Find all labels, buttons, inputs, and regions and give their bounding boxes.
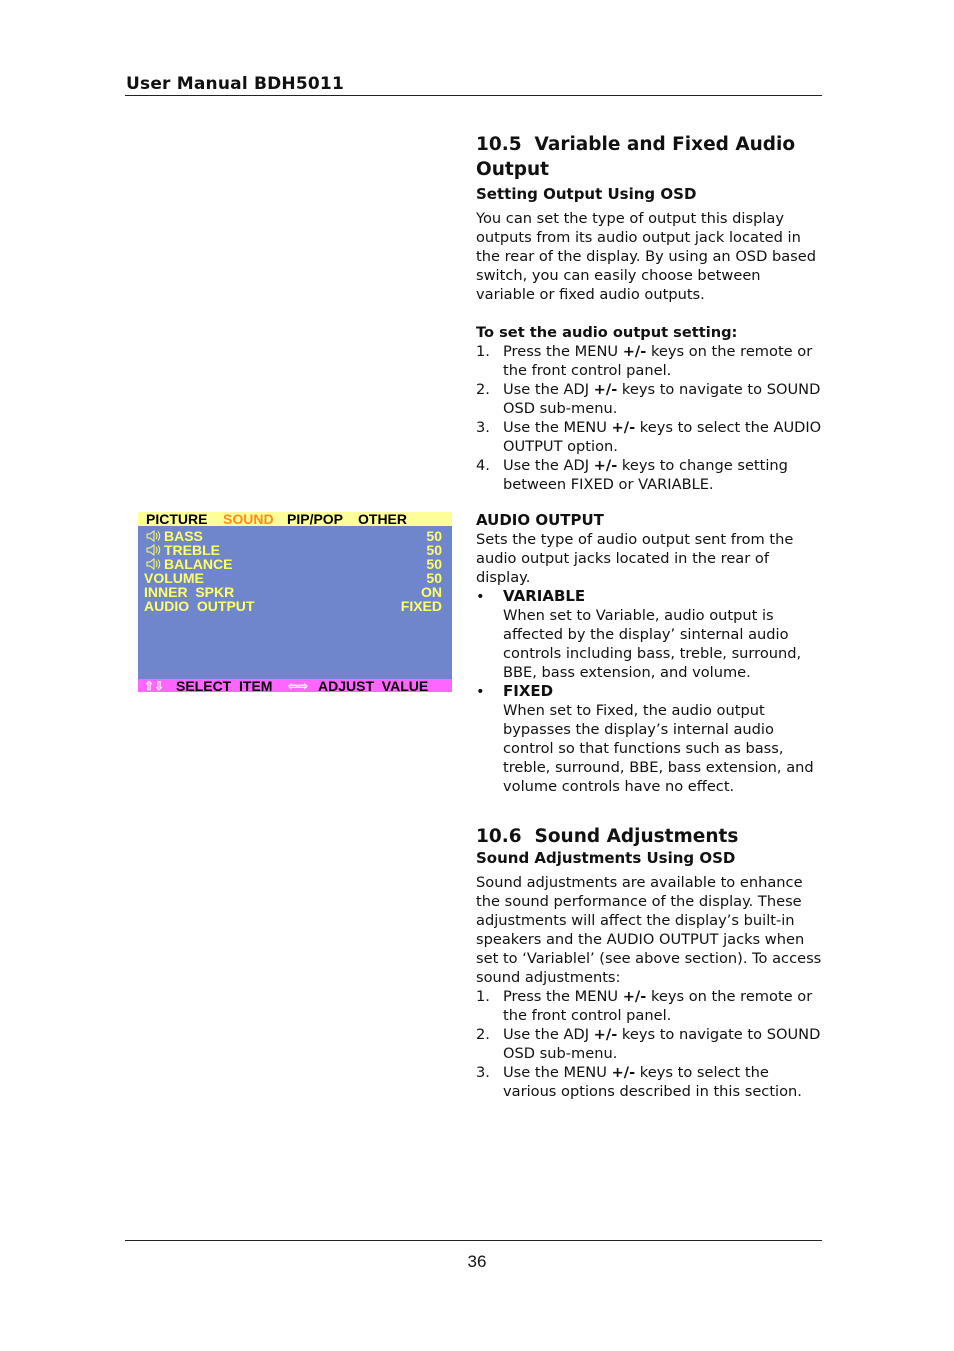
subheading: Setting Output Using OSD [476, 185, 697, 203]
osd-row-value: 50 [426, 556, 442, 572]
osd-tab-sound: SOUND [223, 511, 274, 527]
list-item [476, 682, 822, 796]
step-text: keys to change setting between FIXED or VARIABLE. [503, 457, 788, 493]
header-rule [125, 95, 822, 96]
osd-row-label: AUDIO OUTPUT [144, 598, 255, 614]
manual-title: User Manual BDH5011 [126, 74, 344, 94]
osd-sound-menu [138, 512, 452, 692]
list-item [476, 342, 822, 380]
step-number: 1. [476, 343, 490, 360]
step-text: Use the MENU [503, 419, 612, 436]
osd-row-value: FIXED [400, 598, 442, 614]
osd-row-value: 50 [426, 528, 442, 544]
section-10-6 [476, 824, 822, 1101]
footer-rule [125, 1240, 822, 1241]
option-title: VARIABLE [503, 587, 586, 605]
step-text: keys on the remote or the front control panel. [503, 988, 813, 1024]
page-number: 36 [467, 1252, 487, 1271]
osd-tab-other: OTHER [358, 511, 407, 527]
osd-row-label: INNER SPKR [144, 584, 235, 600]
osd-row-inner-spkr [144, 585, 442, 599]
list-item [476, 456, 822, 494]
step-key: +/- [593, 381, 618, 398]
osd-row-value: 50 [426, 542, 442, 558]
option-text: When set to Fixed, the audio output bypasses the display’s internal audio control so that functions such as bass, treble, surround, BBE, bass extension, and volume controls have no effect. [503, 702, 814, 795]
osd-adjust-value-label: ADJUST VALUE [318, 678, 429, 694]
bullet: • [476, 588, 485, 605]
speaker-icon [146, 544, 162, 556]
osd-row-value: ON [421, 584, 442, 600]
steps-title: To set the audio output setting: [476, 324, 738, 341]
intro-paragraph: Sound adjustments are available to enhance the sound performance of the display. These adjustments will affect the display’s built-in speakers and the AUDIO OUTPUT jacks when set to ‘Variablel’ (see above section). To access sound adjustments: [476, 874, 822, 986]
osd-row-value: 50 [426, 570, 442, 586]
step-number: 3. [476, 1064, 490, 1081]
list-item [476, 418, 822, 456]
step-text: keys to select the AUDIO OUTPUT option. [503, 419, 822, 455]
step-text: Use the ADJ [503, 457, 594, 474]
osd-row-label: BASS [164, 528, 203, 544]
osd-row-balance [144, 557, 442, 571]
osd-tab-picture: PICTURE [146, 511, 208, 527]
steps-list [476, 987, 822, 1101]
step-number: 1. [476, 988, 490, 1005]
osd-tab-bar [138, 512, 452, 526]
osd-tab-pip-pop: PIP/POP [287, 511, 344, 527]
bullet: • [476, 683, 485, 700]
step-text: keys to select the various options described in this section. [503, 1064, 802, 1100]
step-number: 3. [476, 419, 490, 436]
audio-output-options [476, 587, 822, 796]
option-text: When set to Variable, audio output is affected by the display’ sinternal audio controls including bass, treble, surround, BBE, bass extension, and volume. [503, 607, 802, 681]
speaker-icon [146, 558, 162, 570]
list-item [476, 987, 822, 1025]
osd-row-volume [144, 571, 442, 585]
step-key: +/- [611, 1064, 636, 1081]
step-text: keys to navigate to SOUND OSD sub-menu. [503, 1026, 821, 1062]
osd-row-label: TREBLE [164, 542, 220, 558]
section-heading-line-2: Output [476, 159, 549, 180]
section-heading-line-1: 10.5 Variable and Fixed Audio [476, 134, 796, 155]
osd-row-treble [144, 543, 442, 557]
step-key: +/- [593, 457, 618, 474]
step-key: +/- [611, 419, 636, 436]
step-text: Press the MENU [503, 988, 623, 1005]
step-key: +/- [593, 1026, 618, 1043]
up-down-arrows-icon: ⇧⇩ [144, 679, 165, 693]
section-heading [476, 132, 822, 182]
section-10-5 [476, 132, 822, 494]
osd-row-audio-output [144, 599, 442, 613]
steps-list [476, 342, 822, 494]
step-text: Use the MENU [503, 1064, 612, 1081]
step-text: Press the MENU [503, 343, 623, 360]
step-text: keys on the remote or the front control panel. [503, 343, 813, 379]
osd-row-label: VOLUME [144, 570, 204, 586]
audio-output-title: AUDIO OUTPUT [476, 511, 604, 529]
step-key: +/- [622, 988, 647, 1005]
speaker-icon [146, 530, 162, 542]
step-number: 2. [476, 381, 490, 398]
step-number: 4. [476, 457, 490, 474]
intro-paragraph: You can set the type of output this display outputs from its audio output jack located in the rear of the display. By using an OSD based switch, you can easily choose between variable or fixed audio outputs. [476, 210, 816, 303]
option-title: FIXED [503, 682, 554, 700]
osd-select-item-label: SELECT ITEM [176, 678, 273, 694]
list-item [476, 587, 822, 682]
list-item [476, 1063, 822, 1101]
step-number: 2. [476, 1026, 490, 1043]
step-text: keys to navigate to SOUND OSD sub-menu. [503, 381, 821, 417]
osd-footer-bar [138, 679, 452, 692]
section-heading: 10.6 Sound Adjustments [476, 826, 739, 847]
step-key: +/- [622, 343, 647, 360]
osd-row-bass [144, 529, 442, 543]
list-item [476, 380, 822, 418]
list-item [476, 1025, 822, 1063]
subheading: Sound Adjustments Using OSD [476, 849, 736, 867]
left-right-arrows-icon: ⇦⇨ [288, 679, 309, 693]
step-text: Use the ADJ [503, 1026, 594, 1043]
audio-output-description: Sets the type of audio output sent from the audio output jacks located in the rear of display. [476, 531, 794, 586]
osd-row-label: BALANCE [164, 556, 233, 572]
audio-output-block [476, 511, 822, 796]
step-text: Use the ADJ [503, 381, 594, 398]
